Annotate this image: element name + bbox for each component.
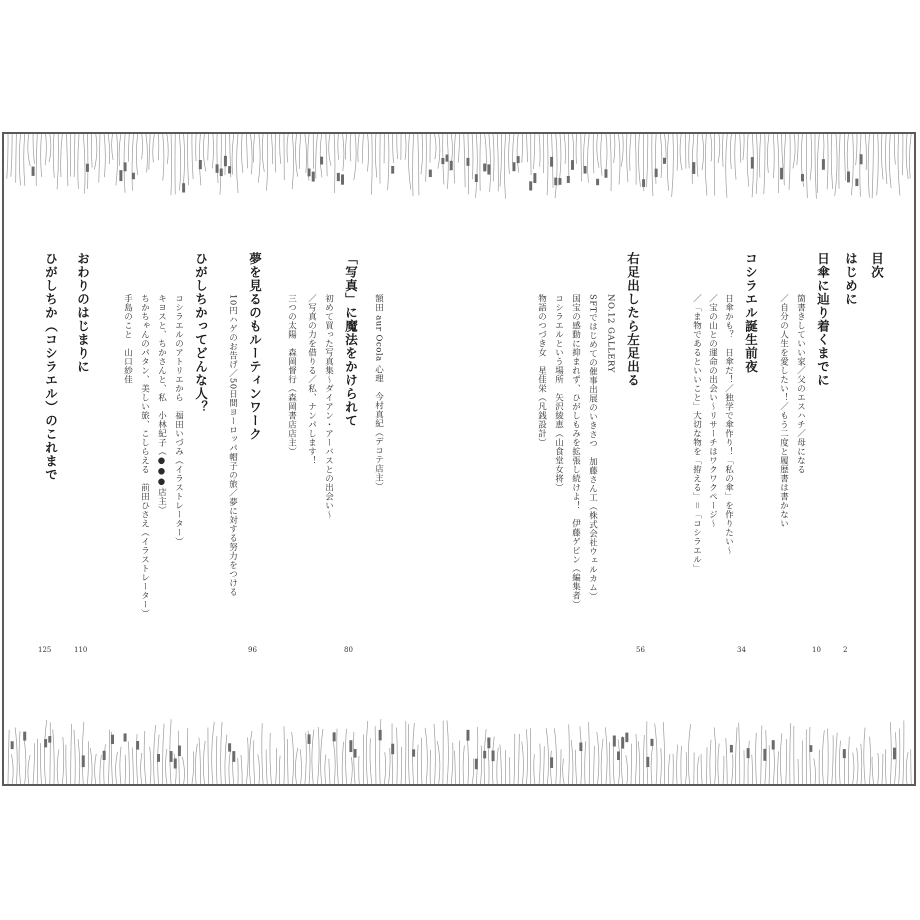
toc-sub-patapata: ちかちゃんのパタン、美しい旅、こしらえる 前田ひさえ（イラストレーター）	[139, 294, 150, 618]
toc-sub-jibun: ／自分の人生を愛したい！／もう二度と履歴書は書かない	[778, 294, 789, 528]
toc-sub-mittsu: 三つの太陽 森岡督行（森岡書店店主）	[286, 294, 297, 456]
toc-sub-kokoro: ／「ま物であるといいこと」大切な物を「拵える」＝「コシラエル」	[691, 294, 702, 574]
toc-sub-basho: コシラエルという場所 矢沢綾恵（山食堂女将）	[553, 294, 564, 492]
toc-entry-donna[interactable]: ひがしちかってどんな人？	[193, 252, 209, 414]
toc-sub-takara: ／宝の山との運命の出会い～リサーチはワクワクページ～	[707, 294, 718, 528]
toc-title: 目次	[869, 252, 885, 279]
page-num-korekara: 125	[38, 646, 52, 654]
bottom-fringe-illustration	[4, 714, 914, 784]
toc-sub-nihon2: 日傘かも？ 日傘だ！／独学で傘作り！「私の傘」を作りたい～	[723, 294, 734, 555]
page-num-tanjo: 34	[737, 646, 746, 654]
toc-entry-shashin[interactable]: 「写真」に魔法をかけられて	[343, 252, 359, 428]
toc-spread	[2, 132, 916, 786]
toc-sub-chikara: ／写真の力を借りる／私、ナンパします！	[306, 294, 317, 465]
toc-entry-tanjo[interactable]: コシラエル誕生前夜	[743, 252, 759, 374]
page-num-yume: 96	[248, 646, 257, 654]
top-fringe-illustration	[4, 134, 914, 204]
toc-sub-teshima: 手島のこと 山口紗佳	[122, 294, 133, 384]
toc-sub-atelier: コシラエルのアトリエから 福田いづみ（イラストレーター）	[173, 294, 184, 546]
toc-sub-kanshu: 国宝の感動に抑まれず、ひがしもみを拡張し続けよ！ 伊藤ゲビン（編集者）	[570, 294, 581, 609]
page-num-owari: 110	[74, 646, 88, 654]
toc-sub-gallery: NO.12 GALLERY	[605, 294, 616, 373]
toc-entry-migiashi[interactable]: 右足出したら左足出る	[625, 252, 641, 387]
page-num-nihon: 10	[812, 646, 821, 654]
page-num-migiashi: 56	[636, 646, 645, 654]
toc-sub-sft: SFTではじめての催事出展のいきさつ 加藤さん工（株式会社ウェルカム）	[587, 294, 598, 601]
toc-sub-kaiwa: 物語のつづき女 星佳栄（凡銭設計）	[536, 294, 547, 447]
toc-sub-kakigaki: 箇書きしていい家／父のエスハチ／母になる	[795, 294, 806, 474]
toc-sub-juu: 10円ハゲのお告げ／50日間ヨーロッパ帽子の旅／夢に対する努力をつける	[227, 294, 238, 597]
page-num-hajime: 2	[843, 646, 848, 654]
toc-entry-hajime[interactable]: はじめに	[843, 252, 859, 306]
page-num-shashin: 80	[344, 646, 353, 654]
toc-sub-hajimete: 初めて買った写真集～ダイアン・アーバスとの出会い～	[323, 294, 334, 519]
toc-entry-nihon[interactable]: 日傘に辿り着くまでに	[815, 252, 831, 387]
toc-entry-owari[interactable]: おわりのはじまりに	[75, 252, 91, 374]
toc-sub-kiosk: キヨスと、ちかさんと、私 小林紀子（●●●店主）	[156, 294, 167, 515]
toc-sub-nukata: 額田 aur Ocola 心理 今村真紀（デコテ店主）	[373, 294, 384, 491]
toc-entry-yume[interactable]: 夢を見るのもルーティンワーク	[247, 252, 263, 441]
toc-entry-korekara[interactable]: ひがしちか（コシラエル）のこれまで	[43, 252, 59, 482]
